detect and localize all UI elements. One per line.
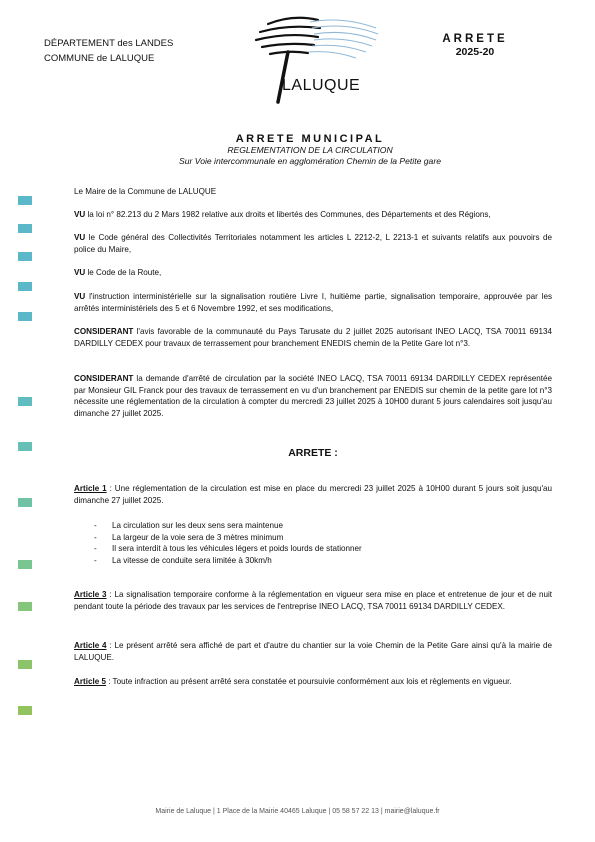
article-label: Article 1 (74, 484, 107, 493)
article-paragraph (74, 483, 552, 506)
logo-wordmark: LALUQUE (282, 77, 361, 94)
considerant-text: la demande d'arrêté de circulation par la société INEO LACQ, TSA 70011 69134 DARDILLY CEDEX représentée par Monsieur GIL Franck pour des travaux de terrassement en vu d'un branchement par ENEDIS sur chemin de la petite gare lot n°3 nécessite une réglementation de la circulation à compter du mercredi 23 juillet 2025 à 10H00 durant 5 jours calendaires soit jusqu'au dimanche 27 juillet 2025. (74, 374, 552, 418)
list-item: - La largeur de la voie sera de 3 mètres minimum (92, 532, 542, 544)
considerant-label: CONSIDERANT (74, 374, 134, 383)
article-paragraph (74, 589, 552, 612)
considerant-paragraph (74, 326, 552, 349)
considerant-text: l'avis favorable de la communauté du Pays Tarusate du 2 juillet 2025 autorisant INEO LACQ, TSA 70011 69134 DARDILLY CEDEX pour travaux de terrassement pour branchement ENEDIS chemin de la Petite Gare lot n°3. (74, 327, 552, 348)
article-text: : Toute infraction au présent arrêté sera constatée et poursuivie conformément aux lois et règlements en vigueur. (105, 677, 512, 686)
side-bar (18, 706, 32, 715)
page-footer: Mairie de Laluque | 1 Place de la Mairie 40465 Laluque | 05 58 57 22 13 | mairie@laluque.fr (155, 808, 440, 815)
vu-label: VU (74, 268, 86, 277)
side-bar (18, 660, 32, 669)
considerant-label: CONSIDERANT (74, 327, 134, 336)
arrete-number: 2025-20 (455, 46, 495, 58)
side-bar (18, 252, 32, 261)
title-block (150, 133, 470, 166)
vu-paragraph (74, 291, 552, 314)
list-item: - La vitesse de conduite sera limitée à 30km/h (92, 555, 542, 567)
vu-paragraph (74, 267, 552, 279)
side-bar (18, 196, 32, 205)
list-item: - La circulation sur les deux sens sera maintenue (92, 520, 542, 532)
vu-text: le Code de la Route, (85, 268, 162, 277)
vu-label: VU (74, 210, 86, 219)
vu-text: le Code général des Collectivités Territoriales notamment les articles L 2212-2, L 2213-1 et suivants relatifs aux pouvoirs de police du Maire, (74, 233, 552, 254)
vu-paragraph (74, 209, 552, 221)
vu-text: l'instruction interministérielle sur la signalisation routière Livre I, huitième partie, signalisation temporaire, approuvée par les arrêtés interministériels des 5 et 6 Novembre 1992, et ses modifications, (74, 292, 552, 313)
side-bar (18, 560, 32, 569)
arrete-label: ARRETE (442, 33, 508, 45)
article-label: Article 5 (74, 677, 106, 686)
article-text: : Le présent arrêté sera affiché de part et d'autre du chantier sur la voie Chemin de la Petite Gare ainsi qu'à la mairie de LALUQUE. (74, 641, 552, 662)
page-title: ARRETE MUNICIPAL (235, 133, 385, 145)
measures-list (92, 520, 542, 566)
commune-text: COMMUNE de LALUQUE (44, 53, 155, 64)
article-text: : La signalisation temporaire conforme à la réglementation en vigueur sera mise en place et entretenue de jour et de nuit pendant toute la période des travaux par les services de l'entreprise INEO LACQ, TSA 70011 69134 DARDILLY CEDEX. (74, 590, 552, 611)
side-bar (18, 282, 32, 291)
title-subtitle-1: REGLEMENTATION DE LA CIRCULATION (227, 145, 393, 155)
arrete-heading: ARRETE : (288, 447, 338, 459)
departement-text: DÉPARTEMENT des LANDES (44, 38, 174, 49)
article-label: Article 3 (74, 590, 107, 599)
vu-label: VU (74, 233, 86, 242)
header-right (432, 33, 518, 58)
intro-text: Le Maire de la Commune de LALUQUE (74, 187, 217, 196)
article-paragraph (74, 676, 552, 688)
side-bar (18, 498, 32, 507)
vu-label: VU (74, 292, 86, 301)
side-bar (18, 312, 32, 321)
article-text: : Une réglementation de la circulation est mise en place du mercredi 23 juillet 2025 à 10H00 durant 5 jours soit jusqu'au dimanche 27 juillet 2025. (74, 484, 552, 505)
article-paragraph (74, 640, 552, 663)
header-left (44, 36, 173, 66)
side-bar (18, 602, 32, 611)
considerant-paragraph (74, 373, 552, 419)
vu-paragraph (74, 232, 552, 255)
side-bar (18, 442, 32, 451)
vu-text: la loi n° 82.213 du 2 Mars 1982 relative aux droits et libertés des Communes, des Départements et des Régions, (85, 210, 491, 219)
title-subtitle-2: Sur Voie intercommunale en agglomération Chemin de la Petite gare (179, 155, 441, 166)
article-label: Article 4 (74, 641, 107, 650)
side-bar (18, 224, 32, 233)
side-bar (18, 397, 32, 406)
list-item: - Il sera interdit à tous les véhicules légers et poids lourds de stationner (92, 543, 542, 555)
